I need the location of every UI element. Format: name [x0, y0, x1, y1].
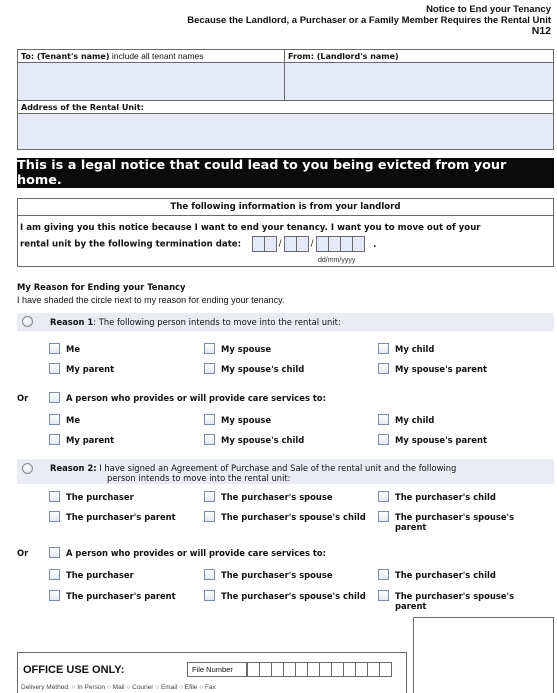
option-my-spouses-parent: My spouse's parent: [395, 435, 487, 445]
reason-2-label: Reason 2: I have signed an Agreement of Purchase and Sale of the rental unit and the following: [50, 463, 457, 473]
office-use-box: [17, 652, 407, 693]
office-stamp-box: [413, 617, 554, 693]
option-purchasers-parent: The purchaser's parent: [66, 591, 176, 601]
address-label: Address of the Rental Unit:: [18, 101, 553, 114]
reason-section-instructions: I have shaded the circle next to my reason for ending your tenancy.: [17, 295, 285, 305]
option-my-spouses-child: My spouse's child: [221, 364, 305, 374]
tenant-name-field[interactable]: [17, 49, 285, 101]
checkbox-purchasers-spouses-child[interactable]: [204, 590, 215, 601]
termination-date-input[interactable]: / /: [252, 236, 364, 252]
reason-2-label-cont: person intends to move into the rental unit:: [107, 473, 291, 483]
checkbox-my-spouse[interactable]: [204, 414, 215, 425]
landlord-info-heading: The following information is from your landlord: [18, 199, 553, 216]
checkbox-purchasers-spouse[interactable]: [204, 569, 215, 580]
file-number-label: File Number: [187, 662, 247, 677]
legal-warning-banner: This is a legal notice that could lead to you being evicted from your home.: [17, 158, 554, 188]
checkbox-care-services[interactable]: [49, 392, 60, 403]
form-subtitle: Because the Landlord, a Purchaser or a Family Member Requires the Rental Unit: [187, 15, 551, 26]
checkbox-purchasers-spouses-parent[interactable]: [378, 590, 389, 601]
option-purchasers-spouse: The purchaser's spouse: [221, 570, 333, 580]
checkbox-purchasers-parent[interactable]: [49, 511, 60, 522]
checkbox-purchaser[interactable]: [49, 491, 60, 502]
option-my-spouses-parent: My spouse's parent: [395, 364, 487, 374]
option-purchasers-parent: The purchaser's parent: [66, 512, 176, 522]
checkbox-purchasers-spouses-parent[interactable]: [378, 511, 389, 522]
landlord-name-input[interactable]: [285, 63, 553, 100]
checkbox-purchasers-child[interactable]: [378, 569, 389, 580]
option-my-child: My child: [395, 415, 435, 425]
option-me: Me: [66, 344, 81, 354]
checkbox-my-parent[interactable]: [49, 363, 60, 374]
option-purchaser: The purchaser: [66, 492, 134, 502]
option-care-services: A person who provides or will provide care services to:: [66, 393, 326, 403]
checkbox-purchasers-child[interactable]: [378, 491, 389, 502]
reason-section-title: My Reason for Ending your Tenancy: [17, 282, 186, 292]
landlord-info-box: [17, 198, 554, 267]
tenant-name-input[interactable]: [18, 63, 284, 100]
reason-2-radio[interactable]: [22, 463, 33, 474]
option-purchasers-spouse: The purchaser's spouse: [221, 492, 333, 502]
or-label: Or: [17, 393, 29, 403]
option-purchasers-child: The purchaser's child: [395, 570, 496, 580]
landlord-name-field[interactable]: [284, 49, 554, 101]
option-my-parent: My parent: [66, 435, 115, 445]
checkbox-my-spouses-parent[interactable]: [378, 363, 389, 374]
termination-statement: I am giving you this notice because I want to end your tenancy. I want you to move out of your rental unit by the following termination date: / / .: [18, 216, 553, 253]
form-header: [187, 4, 551, 37]
option-my-spouse: My spouse: [221, 344, 272, 354]
checkbox-my-child[interactable]: [378, 343, 389, 354]
address-field[interactable]: [17, 100, 554, 150]
checkbox-my-spouse[interactable]: [204, 343, 215, 354]
tenant-name-label: To: (Tenant's name) include all tenant names: [18, 50, 284, 63]
checkbox-purchasers-spouse[interactable]: [204, 491, 215, 502]
checkbox-my-spouses-child[interactable]: [204, 363, 215, 374]
checkbox-me[interactable]: [49, 343, 60, 354]
option-purchasers-spouses-child: The purchaser's spouse's child: [221, 512, 366, 522]
option-purchasers-spouses-parent: The purchaser's spouse's parent: [395, 512, 515, 532]
checkbox-my-parent[interactable]: [49, 434, 60, 445]
or-label: Or: [17, 548, 29, 558]
checkbox-my-spouses-parent[interactable]: [378, 434, 389, 445]
option-purchasers-spouses-child: The purchaser's spouse's child: [221, 591, 366, 601]
delivery-method-row: Delivery Method: ○ In Person ○ Mail ○ Courier ○ Email ○ Efile ○ Fax: [21, 684, 216, 691]
option-care-services: A person who provides or will provide care services to:: [66, 548, 326, 558]
checkbox-purchasers-spouses-child[interactable]: [204, 511, 215, 522]
reason-1-label: Reason 1: The following person intends to move into the rental unit:: [50, 317, 341, 327]
form-title: Notice to End your Tenancy: [426, 4, 551, 15]
reason-1-radio[interactable]: [22, 316, 33, 327]
option-my-spouse: My spouse: [221, 415, 272, 425]
address-input[interactable]: [18, 114, 553, 149]
checkbox-purchasers-parent[interactable]: [49, 590, 60, 601]
option-purchasers-spouses-parent: The purchaser's spouse's parent: [395, 591, 515, 611]
checkbox-care-services[interactable]: [49, 547, 60, 558]
file-number-input[interactable]: [247, 662, 391, 679]
date-cell[interactable]: [352, 236, 365, 252]
form-code: N12: [531, 25, 551, 37]
option-me: Me: [66, 415, 81, 425]
option-my-spouses-child: My spouse's child: [221, 435, 305, 445]
option-my-child: My child: [395, 344, 435, 354]
date-format-hint: dd/mm/yyyy: [318, 257, 356, 264]
option-purchasers-child: The purchaser's child: [395, 492, 496, 502]
checkbox-me[interactable]: [49, 414, 60, 425]
checkbox-my-spouses-child[interactable]: [204, 434, 215, 445]
option-my-parent: My parent: [66, 364, 115, 374]
office-use-title: OFFICE USE ONLY:: [23, 664, 125, 676]
checkbox-purchaser[interactable]: [49, 569, 60, 580]
file-number-cell[interactable]: [379, 662, 392, 677]
checkbox-my-child[interactable]: [378, 414, 389, 425]
option-purchaser: The purchaser: [66, 570, 134, 580]
landlord-name-label: From: (Landlord's name): [285, 50, 553, 63]
